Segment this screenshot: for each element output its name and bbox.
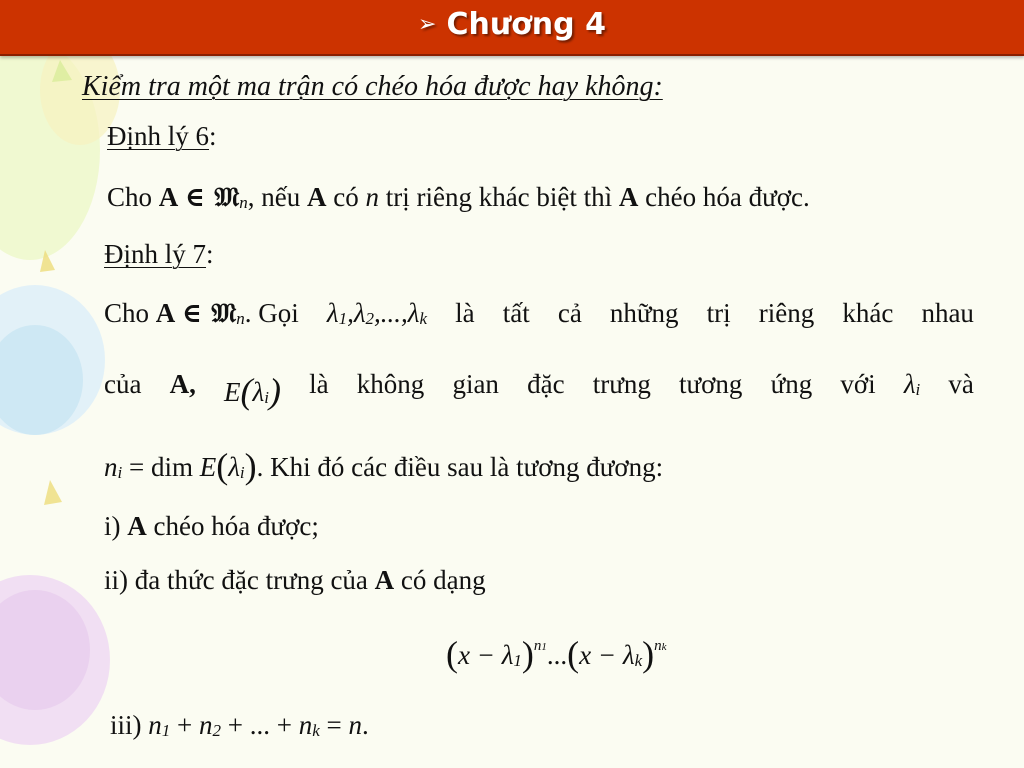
title-text: Chương 4 <box>446 7 606 42</box>
slide-title <box>0 7 1024 42</box>
theorem7-title: Định lý 7 <box>104 239 207 269</box>
title-bar <box>0 0 1024 56</box>
characteristic-polynomial-formula: $(x - \lambda_1)^{n1}...(x - \lambda_k)^{nk}$ <box>446 634 667 674</box>
section-heading: Kiểm tra một ma trận có chéo hóa được hay không: <box>82 71 663 102</box>
theorem6-statement: Cho A ∈ 𝔐$_n$, nếu A có n trị riêng khác biệt thì A chéo hóa được. <box>107 182 810 213</box>
theorem7-line2: của A, $E(\lambda_i)$ là không gian đặc trưng tương ứng với $\lambda_i$ và <box>104 369 974 411</box>
theorem6-title: Định lý 6 <box>107 121 210 151</box>
theorem7-label: Định lý 7: <box>104 239 214 269</box>
list-item-ii: ii) đa thức đặc trưng của A có dạng <box>104 565 486 595</box>
arrow-bullet-icon: ➢ <box>418 12 437 37</box>
theorem7-line1: Cho A ∈ 𝔐$_n$. Gọi $\lambda_1,\lambda_2,...,\lambda_k$ là tất cả những trị riêng khác nhau <box>104 298 974 329</box>
theorem7-line3: $n_i$ = dim $E(\lambda_i)$. Khi đó các điều sau là tương đương: <box>104 446 664 486</box>
list-item-i: i) A chéo hóa được; <box>104 511 319 541</box>
list-item-iii: iii) $n_1 + n_2$ + ... + $n_k = n$. <box>110 710 369 740</box>
theorem6-label: Định lý 6: <box>107 121 217 151</box>
